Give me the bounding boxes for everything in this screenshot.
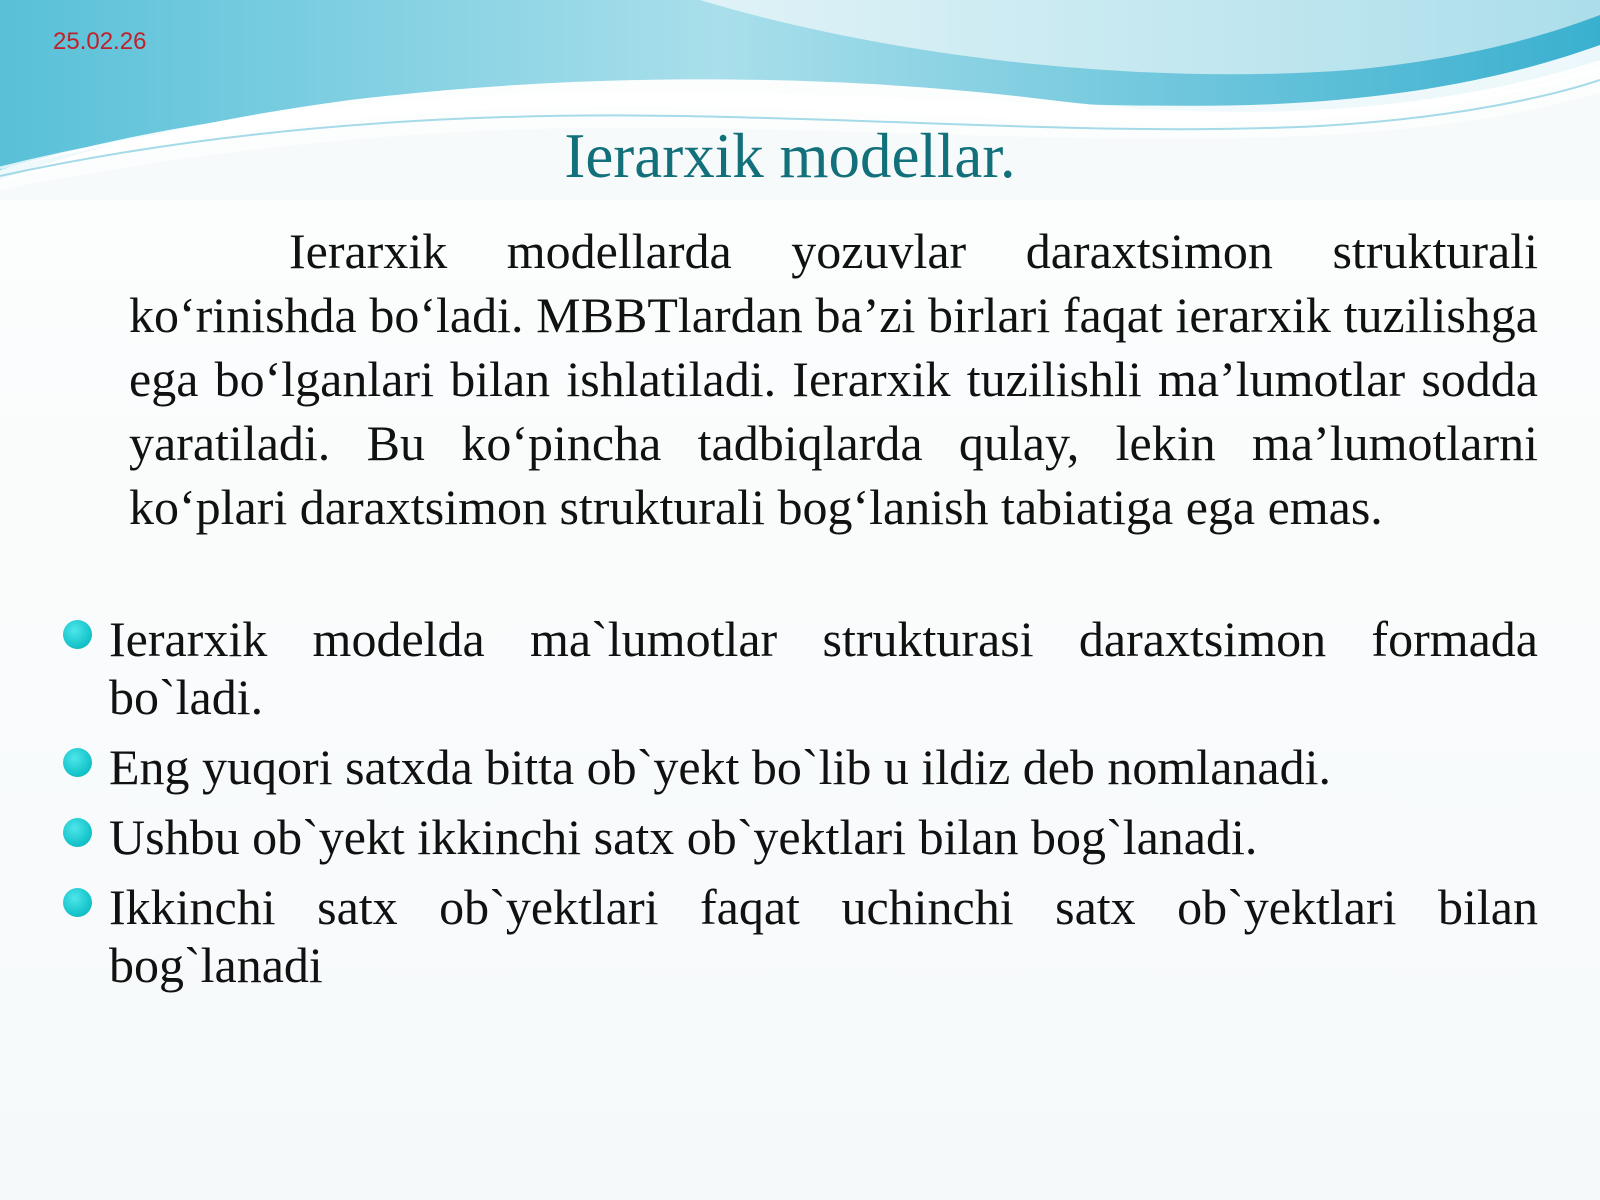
intro-paragraph: Ierarxik modellarda yozuvlar daraxtsimon strukturali ko‘rinishda bo‘ladi. MBBTlardan ba’zi birlari faqat ierarxik tuzilishga ega bo‘lganlari bilan ishlatiladi. Ierarxik tuzilishli ma’lumotlar sodda yaratiladi. Bu ko‘pincha tadbiqlarda qulay, lekin ma’lumotlarni ko‘plari daraxtsimon strukturali bog‘lanish tabiatiga ega emas. — [129, 223, 1538, 535]
bullet-item — [60, 878, 1538, 994]
bullet-item — [60, 610, 1538, 726]
slide-title: Ierarxik modellar. — [564, 121, 1016, 191]
bullet-dot-icon — [63, 620, 92, 649]
bullet-dot-icon — [63, 748, 92, 777]
bullet-list — [60, 610, 1538, 1006]
bullet-text: Ikkinchi satx ob`yektlari faqat uchinchi satx ob`yektlari bilan bog`lanadi — [109, 879, 1538, 993]
bullet-item — [60, 738, 1538, 796]
bullet-text: Ushbu ob`yekt ikkinchi satx ob`yektlari bilan bog`lanadi. — [109, 809, 1258, 865]
slide-date: 25.02.26 — [53, 28, 147, 55]
bullet-dot-icon — [63, 818, 92, 847]
bullet-text: Eng yuqori satxda bitta ob`yekt bo`lib u ildiz deb nomlanadi. — [109, 739, 1331, 795]
bullet-text: Ierarxik modelda ma`lumotlar strukturasi daraxtsimon formada bo`ladi. — [109, 611, 1538, 725]
bullet-dot-icon — [63, 888, 92, 917]
bullet-item — [60, 808, 1538, 866]
